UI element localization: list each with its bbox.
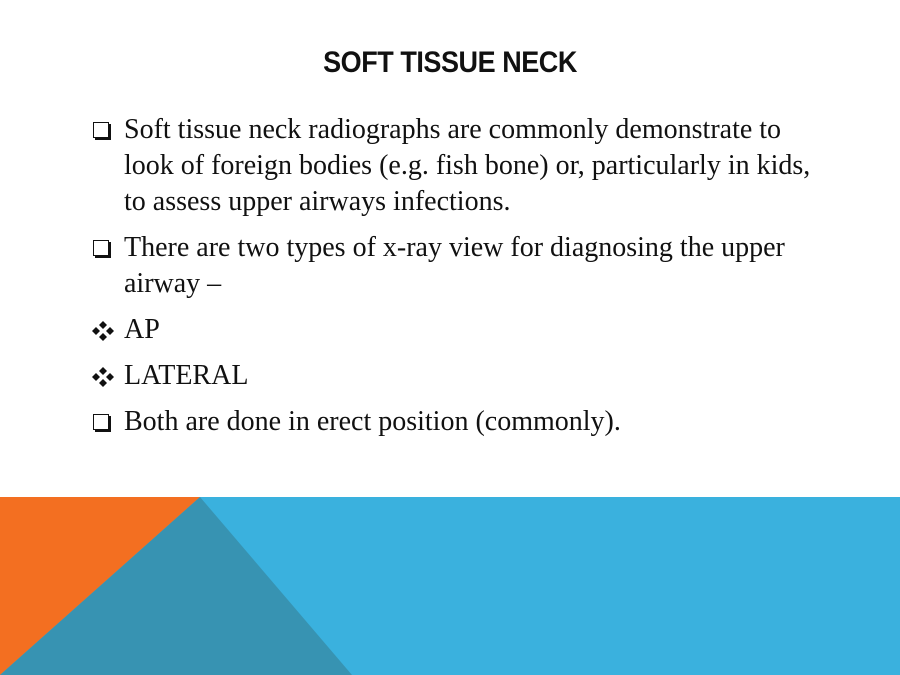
list-item xyxy=(92,230,822,302)
list-item xyxy=(92,112,822,220)
list-item xyxy=(92,358,822,394)
list-item-text: AP xyxy=(124,314,160,345)
list-item xyxy=(92,312,822,348)
slide-title: SOFT TISSUE NECK xyxy=(323,46,577,79)
list-item-text: LATERAL xyxy=(124,360,249,391)
list-item-text: Both are done in erect position (commonly). xyxy=(124,406,621,437)
list-item-text: There are two types of x-ray view for diagnosing the upper airway – xyxy=(124,232,785,299)
decorative-footer-band xyxy=(0,497,900,675)
list-item-text: Soft tissue neck radiographs are commonly demonstrate to look of foreign bodies (e.g. fish bone) or, particularly in kids, to assess upper airways infections. xyxy=(124,114,811,217)
bullet-list xyxy=(92,112,822,450)
list-item xyxy=(92,404,822,440)
